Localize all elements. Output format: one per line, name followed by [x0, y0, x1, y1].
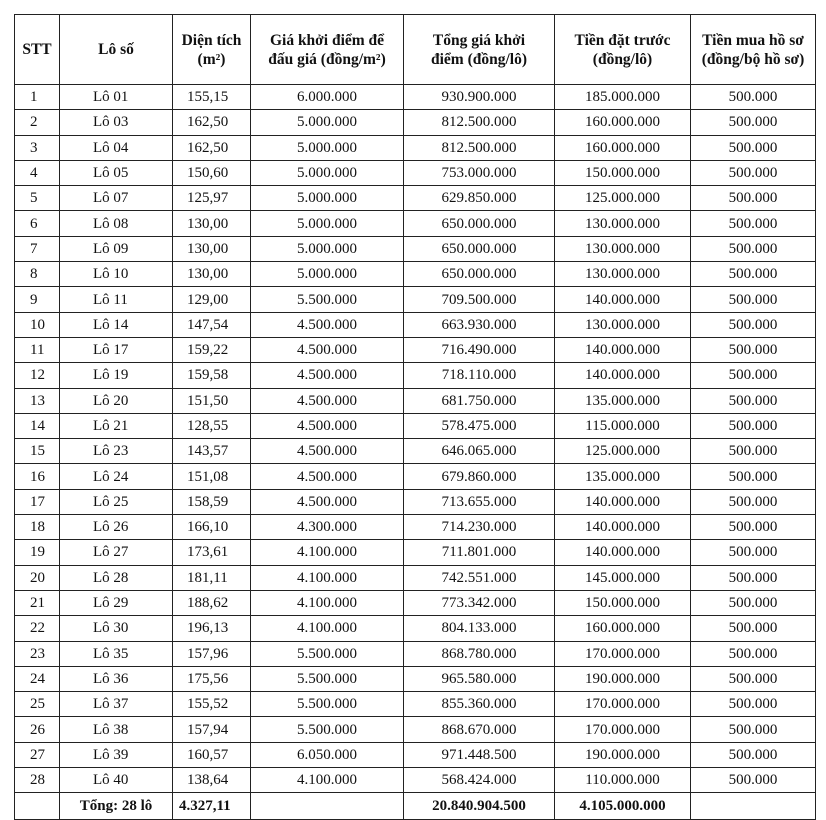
cell-area: 143,57: [173, 439, 251, 464]
header-lot: Lô số: [60, 15, 173, 85]
cell-area: 130,00: [173, 211, 251, 236]
cell-deposit: 130.000.000: [555, 211, 691, 236]
cell-deposit: 140.000.000: [555, 337, 691, 362]
cell-total-price: 855.360.000: [404, 692, 555, 717]
cell-total-price: 709.500.000: [404, 287, 555, 312]
cell-lot: Lô 20: [60, 388, 173, 413]
cell-dossier-fee: 500.000: [691, 590, 816, 615]
cell-area: 155,15: [173, 85, 251, 110]
totals-row: [15, 793, 816, 820]
cell-start-price: 5.500.000: [251, 641, 404, 666]
totals-area: 4.327,11: [173, 793, 251, 820]
cell-start-price: 4.500.000: [251, 413, 404, 438]
cell-lot: Lô 17: [60, 337, 173, 362]
cell-area: 162,50: [173, 135, 251, 160]
cell-start-price: 5.000.000: [251, 186, 404, 211]
cell-stt: 6: [15, 211, 60, 236]
cell-stt: 17: [15, 489, 60, 514]
cell-start-price: 6.050.000: [251, 742, 404, 767]
cell-area: 157,94: [173, 717, 251, 742]
cell-start-price: 5.500.000: [251, 287, 404, 312]
cell-total-price: 868.780.000: [404, 641, 555, 666]
table-row: [15, 641, 816, 666]
cell-start-price: 4.300.000: [251, 515, 404, 540]
table-row: [15, 768, 816, 793]
table-row: [15, 236, 816, 261]
cell-start-price: 4.500.000: [251, 464, 404, 489]
cell-start-price: 4.500.000: [251, 439, 404, 464]
cell-deposit: 170.000.000: [555, 692, 691, 717]
cell-lot: Lô 09: [60, 236, 173, 261]
cell-lot: Lô 21: [60, 413, 173, 438]
cell-total-price: 868.670.000: [404, 717, 555, 742]
cell-area: 138,64: [173, 768, 251, 793]
cell-area: 196,13: [173, 616, 251, 641]
cell-dossier-fee: 500.000: [691, 135, 816, 160]
table-row: [15, 464, 816, 489]
cell-total-price: 714.230.000: [404, 515, 555, 540]
cell-lot: Lô 27: [60, 540, 173, 565]
cell-stt: 28: [15, 768, 60, 793]
cell-start-price: 4.500.000: [251, 337, 404, 362]
cell-total-price: 753.000.000: [404, 160, 555, 185]
cell-lot: Lô 29: [60, 590, 173, 615]
header-total-price: Tổng giá khởi điểm (đồng/lô): [404, 15, 555, 85]
cell-deposit: 125.000.000: [555, 439, 691, 464]
cell-area: 155,52: [173, 692, 251, 717]
cell-area: 150,60: [173, 160, 251, 185]
cell-deposit: 145.000.000: [555, 565, 691, 590]
cell-lot: Lô 03: [60, 110, 173, 135]
cell-total-price: 716.490.000: [404, 337, 555, 362]
cell-total-price: 773.342.000: [404, 590, 555, 615]
cell-total-price: 930.900.000: [404, 85, 555, 110]
cell-area: 151,50: [173, 388, 251, 413]
cell-stt: 11: [15, 337, 60, 362]
totals-dossier-cell: [691, 793, 816, 820]
cell-dossier-fee: 500.000: [691, 85, 816, 110]
auction-lot-table: [14, 14, 816, 820]
cell-dossier-fee: 500.000: [691, 186, 816, 211]
cell-lot: Lô 28: [60, 565, 173, 590]
cell-deposit: 160.000.000: [555, 616, 691, 641]
table-row: [15, 211, 816, 236]
table-row: [15, 590, 816, 615]
cell-deposit: 140.000.000: [555, 515, 691, 540]
cell-deposit: 150.000.000: [555, 590, 691, 615]
header-area: Diện tích (m²): [173, 15, 251, 85]
cell-start-price: 5.500.000: [251, 692, 404, 717]
cell-area: 151,08: [173, 464, 251, 489]
cell-stt: 13: [15, 388, 60, 413]
cell-start-price: 5.500.000: [251, 666, 404, 691]
cell-dossier-fee: 500.000: [691, 692, 816, 717]
cell-area: 159,58: [173, 363, 251, 388]
cell-lot: Lô 25: [60, 489, 173, 514]
cell-total-price: 713.655.000: [404, 489, 555, 514]
cell-dossier-fee: 500.000: [691, 768, 816, 793]
cell-start-price: 5.000.000: [251, 211, 404, 236]
cell-dossier-fee: 500.000: [691, 464, 816, 489]
table-row: [15, 160, 816, 185]
cell-dossier-fee: 500.000: [691, 312, 816, 337]
cell-stt: 9: [15, 287, 60, 312]
cell-dossier-fee: 500.000: [691, 337, 816, 362]
table-body: [15, 85, 816, 820]
cell-lot: Lô 14: [60, 312, 173, 337]
cell-total-price: 663.930.000: [404, 312, 555, 337]
cell-start-price: 4.100.000: [251, 565, 404, 590]
cell-start-price: 4.500.000: [251, 388, 404, 413]
cell-lot: Lô 11: [60, 287, 173, 312]
cell-deposit: 150.000.000: [555, 160, 691, 185]
cell-total-price: 650.000.000: [404, 236, 555, 261]
cell-lot: Lô 08: [60, 211, 173, 236]
cell-lot: Lô 23: [60, 439, 173, 464]
cell-total-price: 812.500.000: [404, 135, 555, 160]
cell-area: 125,97: [173, 186, 251, 211]
table-row: [15, 565, 816, 590]
header-stt: STT: [15, 15, 60, 85]
header-start-price: Giá khởi điểm để đấu giá (đồng/m²): [251, 15, 404, 85]
cell-deposit: 170.000.000: [555, 717, 691, 742]
table-row: [15, 363, 816, 388]
cell-dossier-fee: 500.000: [691, 236, 816, 261]
cell-lot: Lô 37: [60, 692, 173, 717]
cell-lot: Lô 05: [60, 160, 173, 185]
cell-area: 162,50: [173, 110, 251, 135]
cell-start-price: 6.000.000: [251, 85, 404, 110]
cell-stt: 8: [15, 262, 60, 287]
cell-total-price: 718.110.000: [404, 363, 555, 388]
cell-start-price: 4.100.000: [251, 590, 404, 615]
cell-dossier-fee: 500.000: [691, 489, 816, 514]
table-row: [15, 287, 816, 312]
cell-stt: 4: [15, 160, 60, 185]
cell-start-price: 4.500.000: [251, 489, 404, 514]
cell-lot: Lô 26: [60, 515, 173, 540]
header-deposit: Tiền đặt trước (đồng/lô): [555, 15, 691, 85]
table-row: [15, 540, 816, 565]
cell-total-price: 578.475.000: [404, 413, 555, 438]
cell-lot: Lô 39: [60, 742, 173, 767]
table-row: [15, 135, 816, 160]
cell-total-price: 679.860.000: [404, 464, 555, 489]
cell-start-price: 5.000.000: [251, 262, 404, 287]
cell-lot: Lô 19: [60, 363, 173, 388]
cell-total-price: 568.424.000: [404, 768, 555, 793]
cell-deposit: 140.000.000: [555, 540, 691, 565]
cell-deposit: 130.000.000: [555, 236, 691, 261]
cell-deposit: 130.000.000: [555, 312, 691, 337]
cell-deposit: 115.000.000: [555, 413, 691, 438]
cell-dossier-fee: 500.000: [691, 540, 816, 565]
cell-dossier-fee: 500.000: [691, 262, 816, 287]
cell-total-price: 965.580.000: [404, 666, 555, 691]
table-header-row: [15, 15, 816, 85]
cell-deposit: 125.000.000: [555, 186, 691, 211]
header-dossier-fee: Tiền mua hồ sơ (đồng/bộ hồ sơ): [691, 15, 816, 85]
cell-stt: 21: [15, 590, 60, 615]
cell-lot: Lô 07: [60, 186, 173, 211]
cell-stt: 19: [15, 540, 60, 565]
table-row: [15, 85, 816, 110]
cell-total-price: 681.750.000: [404, 388, 555, 413]
cell-dossier-fee: 500.000: [691, 110, 816, 135]
cell-start-price: 4.100.000: [251, 616, 404, 641]
cell-total-price: 804.133.000: [404, 616, 555, 641]
cell-area: 130,00: [173, 262, 251, 287]
cell-area: 158,59: [173, 489, 251, 514]
cell-start-price: 5.000.000: [251, 135, 404, 160]
cell-lot: Lô 36: [60, 666, 173, 691]
cell-stt: 14: [15, 413, 60, 438]
cell-total-price: 812.500.000: [404, 110, 555, 135]
cell-stt: 20: [15, 565, 60, 590]
cell-dossier-fee: 500.000: [691, 211, 816, 236]
table-row: [15, 110, 816, 135]
cell-total-price: 629.850.000: [404, 186, 555, 211]
cell-deposit: 190.000.000: [555, 666, 691, 691]
cell-dossier-fee: 500.000: [691, 666, 816, 691]
cell-stt: 3: [15, 135, 60, 160]
table-row: [15, 388, 816, 413]
cell-stt: 1: [15, 85, 60, 110]
cell-deposit: 140.000.000: [555, 489, 691, 514]
table-row: [15, 439, 816, 464]
cell-stt: 5: [15, 186, 60, 211]
cell-total-price: 971.448.500: [404, 742, 555, 767]
cell-stt: 12: [15, 363, 60, 388]
totals-total-price: 20.840.904.500: [404, 793, 555, 820]
cell-stt: 26: [15, 717, 60, 742]
table-row: [15, 515, 816, 540]
cell-stt: 22: [15, 616, 60, 641]
table-row: [15, 186, 816, 211]
cell-deposit: 140.000.000: [555, 363, 691, 388]
cell-deposit: 190.000.000: [555, 742, 691, 767]
cell-dossier-fee: 500.000: [691, 439, 816, 464]
table-row: [15, 666, 816, 691]
cell-lot: Lô 30: [60, 616, 173, 641]
cell-lot: Lô 35: [60, 641, 173, 666]
cell-start-price: 5.000.000: [251, 160, 404, 185]
cell-lot: Lô 04: [60, 135, 173, 160]
cell-area: 188,62: [173, 590, 251, 615]
cell-area: 147,54: [173, 312, 251, 337]
cell-area: 129,00: [173, 287, 251, 312]
cell-area: 160,57: [173, 742, 251, 767]
table-row: [15, 262, 816, 287]
cell-dossier-fee: 500.000: [691, 160, 816, 185]
cell-total-price: 711.801.000: [404, 540, 555, 565]
cell-area: 173,61: [173, 540, 251, 565]
table-row: [15, 337, 816, 362]
cell-total-price: 650.000.000: [404, 262, 555, 287]
cell-area: 181,11: [173, 565, 251, 590]
cell-dossier-fee: 500.000: [691, 515, 816, 540]
table-row: [15, 717, 816, 742]
cell-lot: Lô 40: [60, 768, 173, 793]
cell-deposit: 135.000.000: [555, 464, 691, 489]
cell-stt: 18: [15, 515, 60, 540]
cell-stt: 2: [15, 110, 60, 135]
table-row: [15, 312, 816, 337]
table-row: [15, 489, 816, 514]
totals-label: Tổng: 28 lô: [60, 793, 173, 820]
cell-lot: Lô 24: [60, 464, 173, 489]
cell-dossier-fee: 500.000: [691, 717, 816, 742]
cell-lot: Lô 01: [60, 85, 173, 110]
cell-total-price: 650.000.000: [404, 211, 555, 236]
cell-stt: 27: [15, 742, 60, 767]
cell-start-price: 4.100.000: [251, 540, 404, 565]
cell-deposit: 185.000.000: [555, 85, 691, 110]
cell-area: 175,56: [173, 666, 251, 691]
totals-price-cell: [251, 793, 404, 820]
cell-start-price: 4.100.000: [251, 768, 404, 793]
cell-lot: Lô 10: [60, 262, 173, 287]
cell-start-price: 5.000.000: [251, 110, 404, 135]
totals-deposit: 4.105.000.000: [555, 793, 691, 820]
cell-stt: 25: [15, 692, 60, 717]
cell-deposit: 160.000.000: [555, 110, 691, 135]
cell-deposit: 130.000.000: [555, 262, 691, 287]
cell-dossier-fee: 500.000: [691, 641, 816, 666]
cell-area: 166,10: [173, 515, 251, 540]
cell-start-price: 5.000.000: [251, 236, 404, 261]
table-row: [15, 616, 816, 641]
cell-stt: 16: [15, 464, 60, 489]
cell-area: 157,96: [173, 641, 251, 666]
cell-area: 130,00: [173, 236, 251, 261]
cell-stt: 15: [15, 439, 60, 464]
cell-start-price: 4.500.000: [251, 312, 404, 337]
cell-area: 159,22: [173, 337, 251, 362]
cell-dossier-fee: 500.000: [691, 565, 816, 590]
cell-deposit: 135.000.000: [555, 388, 691, 413]
cell-start-price: 5.500.000: [251, 717, 404, 742]
table-row: [15, 742, 816, 767]
cell-stt: 23: [15, 641, 60, 666]
cell-lot: Lô 38: [60, 717, 173, 742]
cell-deposit: 170.000.000: [555, 641, 691, 666]
cell-dossier-fee: 500.000: [691, 413, 816, 438]
cell-deposit: 160.000.000: [555, 135, 691, 160]
cell-stt: 24: [15, 666, 60, 691]
table-row: [15, 692, 816, 717]
totals-stt-cell: [15, 793, 60, 820]
cell-total-price: 646.065.000: [404, 439, 555, 464]
cell-dossier-fee: 500.000: [691, 363, 816, 388]
cell-stt: 7: [15, 236, 60, 261]
cell-total-price: 742.551.000: [404, 565, 555, 590]
cell-deposit: 110.000.000: [555, 768, 691, 793]
cell-dossier-fee: 500.000: [691, 388, 816, 413]
cell-area: 128,55: [173, 413, 251, 438]
cell-stt: 10: [15, 312, 60, 337]
cell-dossier-fee: 500.000: [691, 616, 816, 641]
cell-dossier-fee: 500.000: [691, 287, 816, 312]
cell-start-price: 4.500.000: [251, 363, 404, 388]
cell-deposit: 140.000.000: [555, 287, 691, 312]
cell-dossier-fee: 500.000: [691, 742, 816, 767]
table-row: [15, 413, 816, 438]
